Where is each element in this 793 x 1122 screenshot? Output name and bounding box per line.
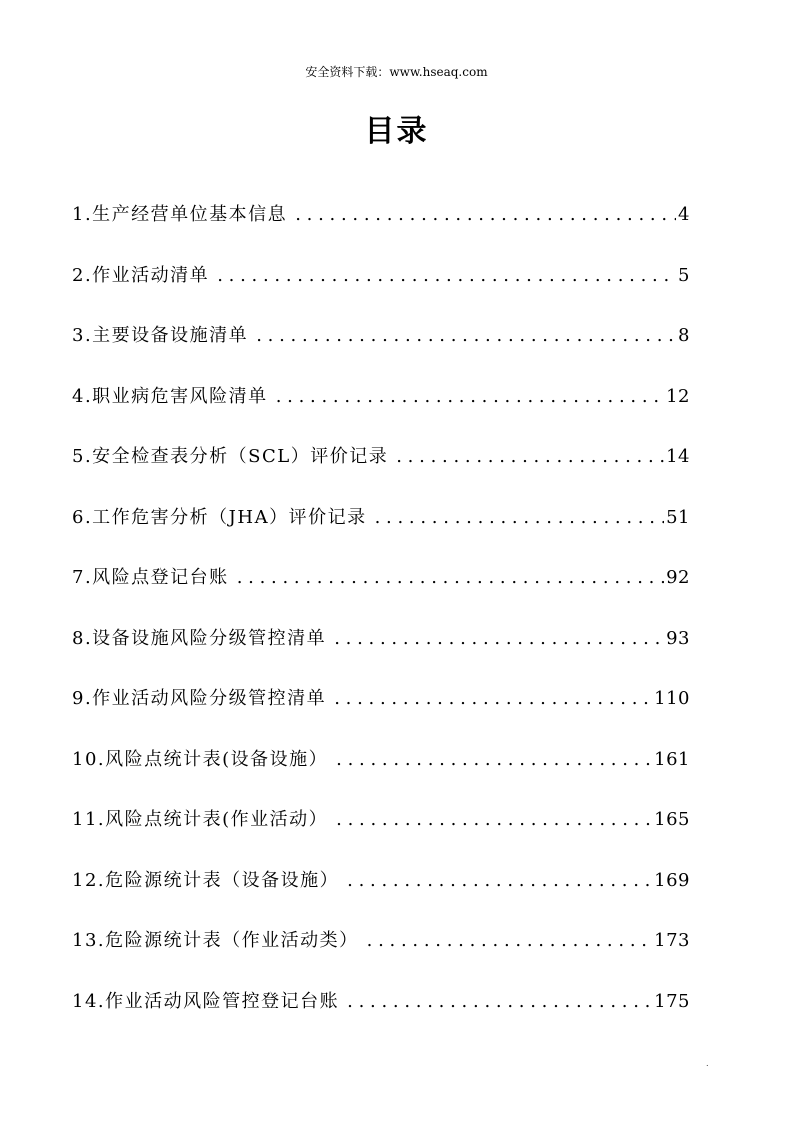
toc-leader-dots <box>256 321 676 351</box>
toc-entry-label: 4.职业病危害风险清单 <box>72 385 268 407</box>
toc-entry-label: 2.作业活动清单 <box>72 264 210 286</box>
toc-entry-label: 13.危险源统计表（作业活动类） <box>72 930 359 951</box>
toc-leader-dots <box>334 684 652 714</box>
toc-entry-page: 169 <box>654 869 690 891</box>
toc-entry-label: 3.主要设备设施清单 <box>72 325 249 346</box>
toc-entry-label: 7.风险点登记台账 <box>72 567 229 588</box>
toc-entry-page: 165 <box>654 809 690 830</box>
toc-entry-page: 110 <box>654 688 690 709</box>
toc-entry[interactable] <box>72 987 690 1048</box>
toc-entry[interactable] <box>72 382 690 443</box>
toc-leader-dots <box>347 866 652 896</box>
toc-entry[interactable] <box>72 321 690 382</box>
page-title: 目录 <box>364 114 429 149</box>
toc-entry-page: 14 <box>666 446 690 467</box>
toc-leader-dots <box>336 805 652 835</box>
toc-entry-label: 9.作业活动风险分级管控清单 <box>72 688 327 709</box>
toc-leader-dots <box>375 503 665 533</box>
toc-leader-dots <box>334 624 664 654</box>
toc-entry[interactable] <box>72 866 690 927</box>
toc-entry[interactable] <box>72 503 690 564</box>
toc-leader-dots <box>217 261 676 291</box>
toc-entry-label: 14.作业活动风险管控登记台账 <box>72 990 340 1012</box>
page-corner-mark: . <box>706 1059 709 1068</box>
toc-entry-label: 1.生产经营单位基本信息 <box>72 204 288 225</box>
toc-entry[interactable] <box>72 200 690 261</box>
toc-entry-page: 173 <box>654 930 690 951</box>
toc-entry[interactable] <box>72 745 690 806</box>
toc-leader-dots <box>336 745 652 775</box>
toc-entry[interactable] <box>72 805 690 866</box>
toc-entry-page: 5 <box>678 264 690 286</box>
toc-entry-page: 161 <box>654 748 690 770</box>
toc-entry-page: 4 <box>678 204 690 225</box>
toc-leader-dots <box>347 987 652 1017</box>
toc-entry-label: 8.设备设施风险分级管控清单 <box>72 627 327 649</box>
toc-entry[interactable] <box>72 563 690 624</box>
toc-entry[interactable] <box>72 442 690 503</box>
toc-entry-page: 93 <box>666 627 690 649</box>
toc-entry-page: 8 <box>678 325 690 346</box>
toc-entry-label: 5.安全检查表分析（SCL）评价记录 <box>72 446 389 467</box>
toc-leader-dots <box>237 563 664 593</box>
page-header: 安全资料下载：www.hseaq.com <box>305 65 488 79</box>
toc-leader-dots <box>276 382 664 412</box>
toc-entry[interactable] <box>72 624 690 685</box>
toc-entry-page: 12 <box>666 385 690 407</box>
toc-entry-label: 12.危险源统计表（设备设施） <box>72 869 340 891</box>
toc-entry[interactable] <box>72 926 690 987</box>
toc-entry[interactable] <box>72 261 690 322</box>
toc-entry-label: 6.工作危害分析（JHA）评价记录 <box>72 506 367 528</box>
toc-entry-label: 10.风险点统计表(设备设施） <box>72 748 329 770</box>
toc-entry-page: 92 <box>666 567 690 588</box>
toc-leader-dots <box>396 442 664 472</box>
toc-entry[interactable] <box>72 684 690 745</box>
toc-leader-dots <box>367 926 653 956</box>
table-of-contents <box>72 200 690 1047</box>
toc-entry-page: 51 <box>666 506 690 528</box>
toc-leader-dots <box>295 200 676 230</box>
toc-entry-page: 175 <box>654 990 690 1012</box>
toc-entry-label: 11.风险点统计表(作业活动） <box>72 809 329 830</box>
